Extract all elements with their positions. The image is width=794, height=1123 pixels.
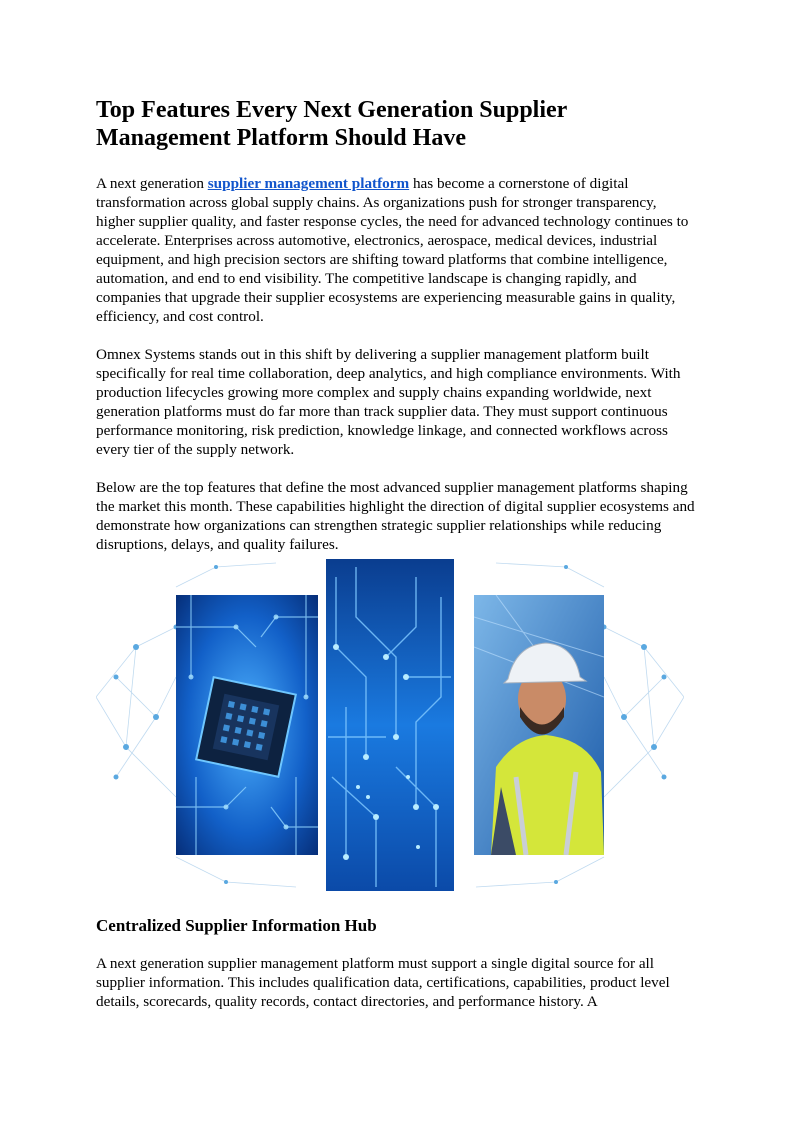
microchip-icon: [196, 677, 296, 777]
circuit-chip-panel: [176, 595, 318, 855]
intro-text-before: A next generation: [96, 175, 208, 192]
intro-text-after: has become a cornerstone of digital transformation across global supply chains. As organizations push for stronger transparency, higher supplier quality, and faster response cycles, the need for advanced technology continues to accelerate. Enterprises across automotive, electronics, aerospace, medical devices, industrial equipment, and high precision sectors are shifting toward platforms that combine intelligence, automation, and end to end visibility. The competitive landscape is changing rapidly, and companies that upgrade their supplier ecosystems are experiencing measurable gains in quality, efficiency, and cost control.: [96, 175, 689, 325]
intro-paragraph: [96, 174, 698, 326]
article-illustration: [96, 557, 684, 893]
page-title: Top Features Every Next Generation Supplier Management Platform Should Have: [96, 97, 567, 151]
section-heading: Centralized Supplier Information Hub: [96, 916, 377, 935]
circuit-board-panel: [326, 559, 454, 891]
supplier-management-platform-link[interactable]: supplier management platform: [207, 175, 410, 192]
engineer-panel: [474, 595, 604, 855]
paragraph-features: Below are the top features that define the most advanced supplier management platforms shaping the market this month. These capabilities highlight the direction of digital supplier ecosystems and demonstrate how organizations can strengthen strategic supplier relationships while reducing disruptions, delays, and quality failures.: [96, 479, 695, 553]
article-body: [96, 96, 698, 554]
paragraph-omnex: Omnex Systems stands out in this shift by delivering a supplier management platform built specifically for real time collaboration, deep analytics, and high compliance environments. With production lifecycles growing more complex and supply chains expanding worldwide, next generation platforms must do far more than track supplier data. They must support continuous performance monitoring, risk prediction, knowledge linkage, and connected workflows across every tier of the supply network.: [96, 346, 681, 458]
section-paragraph: A next generation supplier management platform must support a single digital source for all supplier information. This includes qualification data, certifications, capabilities, product level details, scorecards, quality records, contact directories, and performance history. A: [96, 955, 670, 1010]
